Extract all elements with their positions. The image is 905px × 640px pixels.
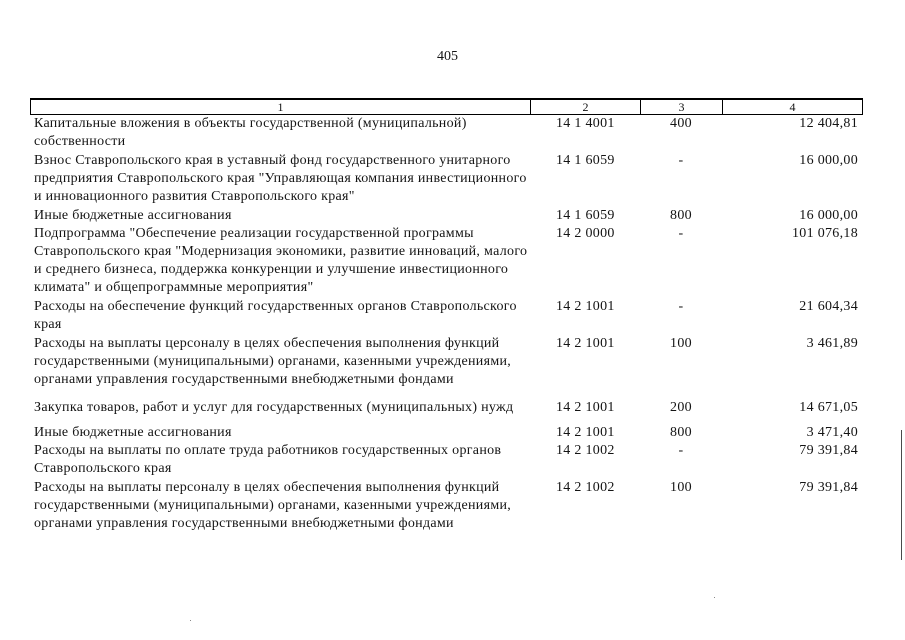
- row-description-line: Подпрограмма "Обеспечение реализации государственной программы: [34, 226, 474, 241]
- amount-cell: 16 000,00: [799, 208, 858, 223]
- row-description: [34, 442, 501, 478]
- table-row: [0, 225, 905, 295]
- expense-type-cell: 400: [670, 116, 692, 131]
- amount-cell: 79 391,84: [799, 480, 858, 495]
- table-row: [0, 207, 905, 225]
- row-description-line: Иные бюджетные ассигнования: [34, 425, 232, 440]
- scan-edge-line: [901, 430, 902, 560]
- expense-type-cell: -: [678, 443, 684, 458]
- header-col-4: 4: [789, 100, 796, 114]
- target-code-cell: 14 1 4001: [556, 116, 615, 131]
- scan-speck: [190, 620, 191, 621]
- row-description: [34, 225, 527, 297]
- target-code-cell: 14 2 1002: [556, 443, 615, 458]
- table-row: [0, 115, 905, 149]
- row-description-line: Расходы на выплаты персоналу в целях обеспечения выполнения функций: [34, 480, 500, 495]
- row-description-line: Расходы на обеспечение функций государственных органов Ставропольского: [34, 299, 517, 314]
- expense-type-cell: 100: [670, 336, 692, 351]
- page-number: 405: [437, 49, 458, 64]
- expense-type-cell: 200: [670, 400, 692, 415]
- amount-cell: 3 461,89: [806, 336, 858, 351]
- row-description: [34, 399, 513, 417]
- target-code-cell: 14 2 1002: [556, 480, 615, 495]
- row-description-line: Иные бюджетные ассигнования: [34, 208, 232, 223]
- row-description-line: органами управления государственными внебюджетными фондами: [34, 372, 454, 387]
- row-description-line: Ставропольского края "Модернизация экономики, развитие инноваций, малого: [34, 244, 528, 259]
- row-description: [34, 207, 232, 225]
- header-col-3: 3: [641, 100, 723, 114]
- row-description-line: Капитальные вложения в объекты государственной (муниципальной): [34, 116, 467, 131]
- row-description-line: государственными (муниципальными) органами, казенными учреждениями,: [34, 498, 512, 513]
- table-row: [0, 479, 905, 531]
- row-description-line: Ставропольского края: [34, 461, 172, 476]
- row-description-line: органами управления государственными внебюджетными фондами: [34, 516, 454, 531]
- table-header: [30, 98, 863, 115]
- row-description-line: Расходы на выплаты церсоналу в целях обеспечения выполнения функций: [34, 336, 500, 351]
- expense-type-cell: -: [678, 153, 684, 168]
- header-col-1: 1: [31, 100, 531, 114]
- amount-cell: 14 671,05: [799, 400, 858, 415]
- target-code-cell: 14 1 6059: [556, 153, 615, 168]
- expense-type-cell: -: [678, 299, 684, 314]
- scan-speck: [714, 597, 715, 598]
- row-description: [34, 424, 232, 442]
- row-description-line: Закупка товаров, работ и услуг для государственных (муниципальных) нужд: [34, 400, 514, 415]
- amount-cell: 21 604,34: [799, 299, 858, 314]
- row-description-line: климата" и общепрограммные мероприятия": [34, 280, 314, 295]
- amount-cell: 101 076,18: [792, 226, 858, 241]
- target-code-cell: 14 2 0000: [556, 226, 615, 241]
- amount-cell: 16 000,00: [799, 153, 858, 168]
- row-description-line: и среднего бизнеса, поддержка конкуренции и улучшение инвестиционного: [34, 262, 509, 277]
- target-code-cell: 14 2 1001: [556, 336, 615, 351]
- row-description: [34, 335, 511, 389]
- table-row: [0, 152, 905, 204]
- target-code-cell: 14 2 1001: [556, 299, 615, 314]
- row-description-line: предприятия Ставропольского края "Управляющая компания инвестиционного: [34, 171, 527, 186]
- row-description: [34, 479, 511, 533]
- table-row: [0, 298, 905, 332]
- expense-type-cell: 800: [670, 208, 692, 223]
- row-description: [34, 152, 527, 206]
- target-code-cell: 14 2 1001: [556, 400, 615, 415]
- row-description-line: и инновационного развития Ставропольского края": [34, 189, 355, 204]
- header-col-2: 2: [531, 100, 641, 114]
- row-description-line: государственными (муниципальными) органами, казенными учреждениями,: [34, 354, 512, 369]
- row-description: [34, 298, 517, 334]
- row-description-line: Взнос Ставропольского края в уставный фонд государственного унитарного: [34, 153, 511, 168]
- amount-cell: 79 391,84: [799, 443, 858, 458]
- target-code-cell: 14 2 1001: [556, 425, 615, 440]
- table-row: [0, 399, 905, 417]
- amount-cell: 12 404,81: [799, 116, 858, 131]
- row-description-line: собственности: [34, 134, 126, 149]
- row-description-line: края: [34, 317, 62, 332]
- expense-type-cell: -: [678, 226, 684, 241]
- target-code-cell: 14 1 6059: [556, 208, 615, 223]
- amount-cell: 3 471,40: [806, 425, 858, 440]
- expense-type-cell: 100: [670, 480, 692, 495]
- row-description-line: Расходы на выплаты по оплате труда работников государственных органов: [34, 443, 502, 458]
- table-row: [0, 424, 905, 442]
- table-row: [0, 335, 905, 387]
- row-description: [34, 115, 467, 151]
- expense-type-cell: 800: [670, 425, 692, 440]
- table-row: [0, 442, 905, 476]
